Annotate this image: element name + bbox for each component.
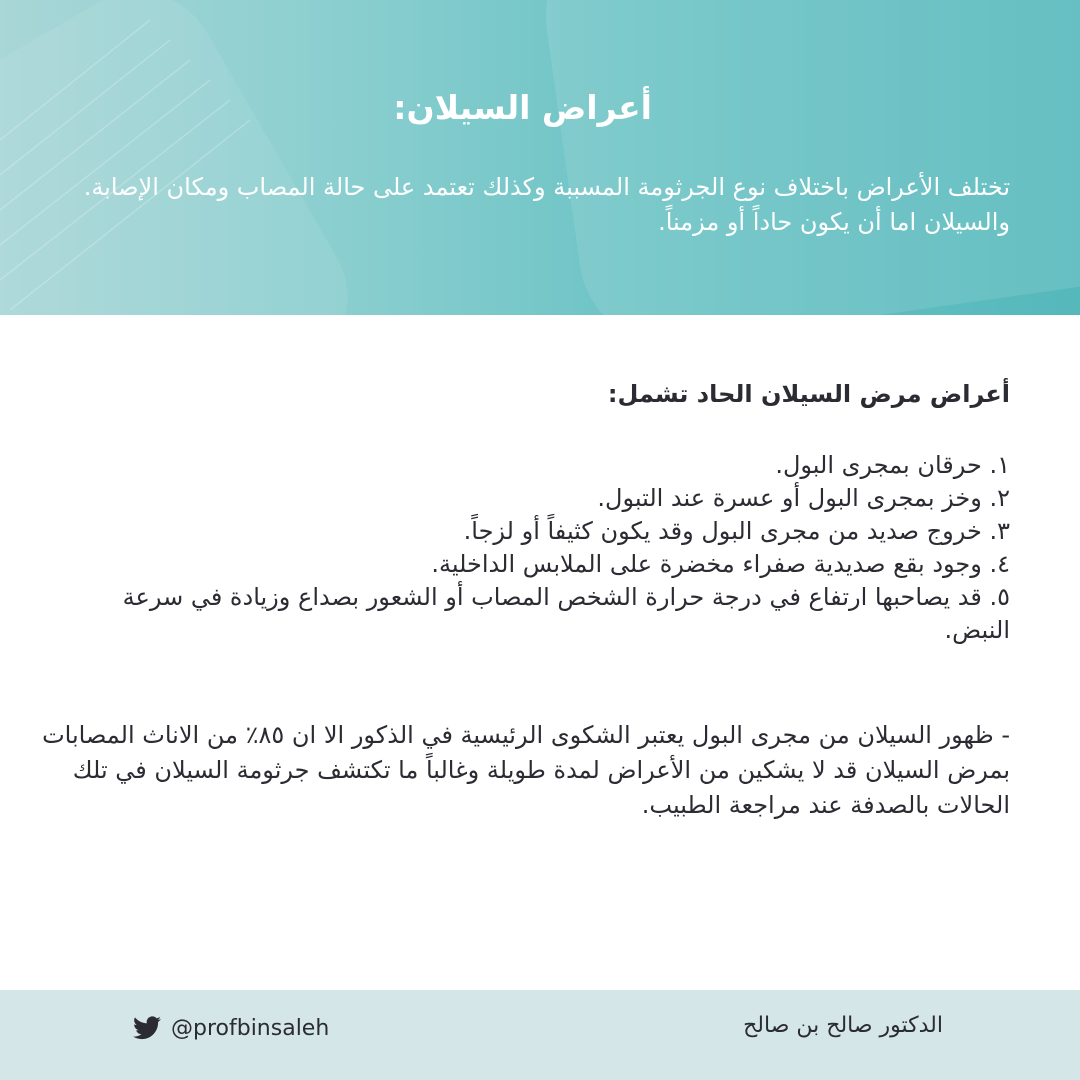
- header-banner: [0, 0, 1080, 315]
- note-paragraph: - ظهور السيلان من مجرى البول يعتبر الشكوى الرئيسية في الذكور الا ان ٨٥٪ من الاناث المصابات بمرض السيلان قد لا يشكين من الأعراض لمدة طويلة وغالباً ما تكتشف جرثومة السيلان في تلك الحالات بالصدفة عند مراجعة الطبيب.: [42, 721, 1010, 819]
- acute-symptoms-heading: أعراض مرض السيلان الحاد تشمل:: [607, 380, 1010, 408]
- symptom-item: ٢. وخز بمجرى البول أو عسرة عند التبول.: [597, 484, 1010, 512]
- symptom-item: ١. حرقان بمجرى البول.: [775, 451, 1010, 479]
- twitter-handle[interactable]: @profbinsaleh: [171, 1015, 330, 1041]
- twitter-bird-icon: [133, 1016, 161, 1040]
- symptom-item: ٣. خروج صديد من مجرى البول وقد يكون كثيفاً أو لزجاً.: [463, 517, 1010, 545]
- symptom-item: ٤. وجود بقع صديدية صفراء مخضرة على الملابس الداخلية.: [431, 550, 1010, 578]
- symptom-list: [50, 449, 1010, 647]
- page-title: أعراض السيلان:: [393, 88, 652, 127]
- header-decoration: [0, 0, 1080, 315]
- intro-text: تختلف الأعراض باختلاف نوع الجرثومة المسببة وكذلك تعتمد على حالة المصاب ومكان الإصابة. والسيلان اما أن يكون حاداً أو مزمناً.: [83, 173, 1010, 236]
- symptom-item: ٥. قد يصاحبها ارتفاع في درجة حرارة الشخص المصاب أو الشعور بصداع وزيادة في سرعة النبض.: [122, 583, 1010, 644]
- twitter-link[interactable]: [133, 1012, 329, 1044]
- author-name: الدكتور صالح بن صالح: [743, 1013, 943, 1038]
